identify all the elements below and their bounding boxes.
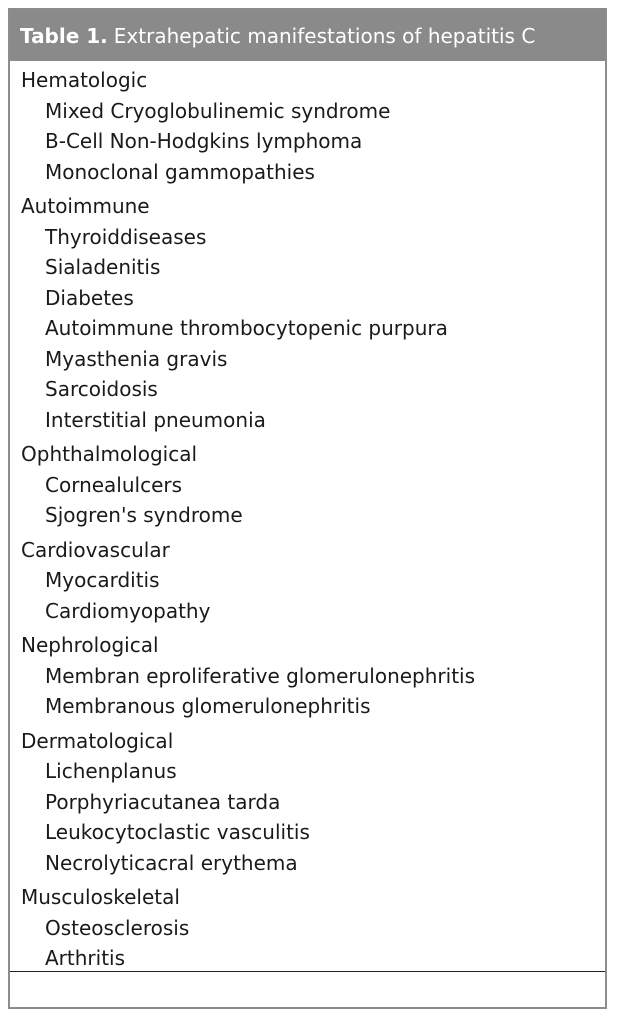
category-group — [10, 726, 605, 879]
manifestation-item: Thyroiddiseases — [45, 224, 207, 249]
table-title: Extrahepatic manifestations of hepatitis C — [113, 23, 536, 48]
category-group — [10, 191, 605, 435]
manifestation-item: Necrolyticacral erythema — [45, 850, 298, 875]
category-heading: Hematologic — [21, 68, 148, 92]
category-group — [10, 882, 605, 974]
category-heading: Dermatological — [21, 728, 174, 753]
manifestation-item: Lichenplanus — [45, 759, 177, 783]
manifestation-item: Myasthenia gravis — [45, 346, 228, 371]
category-group — [10, 630, 605, 722]
manifestation-item: Membranous glomerulonephritis — [45, 694, 371, 718]
table-header — [10, 10, 605, 61]
manifestation-item: Sialadenitis — [45, 255, 161, 279]
manifestation-item: Sjogren's syndrome — [45, 503, 243, 527]
manifestation-item: Leukocytoclastic vasculitis — [45, 820, 310, 844]
manifestation-item: Osteosclerosis — [45, 915, 190, 940]
category-group — [10, 535, 605, 627]
category-heading: Autoimmune — [21, 194, 150, 218]
manifestation-item: Monoclonal gammopathies — [45, 159, 315, 184]
manifestation-item: Interstitial pneumonia — [45, 407, 266, 432]
manifestation-item: Mixed Cryoglobulinemic syndrome — [45, 98, 391, 123]
category-heading: Musculoskeletal — [21, 885, 180, 909]
category-heading: Cardiovascular — [21, 537, 170, 562]
manifestation-item: Cardiomyopathy — [45, 598, 211, 623]
category-group — [10, 65, 605, 187]
manifestation-item: Membran eproliferative glomerulonephritis — [45, 663, 476, 688]
manifestation-item: Diabetes — [45, 285, 134, 310]
table-container — [8, 8, 607, 1009]
manifestation-item: Myocarditis — [45, 568, 160, 592]
manifestation-item: Arthritis — [45, 946, 126, 970]
category-heading: Ophthalmological — [21, 442, 198, 466]
table-body — [10, 61, 605, 974]
manifestation-item: Autoimmune thrombocytopenic purpura — [45, 316, 448, 340]
category-group — [10, 439, 605, 531]
table-bottom-rule — [10, 971, 605, 972]
manifestation-item: Porphyriacutanea tarda — [45, 789, 281, 814]
manifestation-item: Sarcoidosis — [45, 377, 158, 401]
table-label: Table 1. — [20, 23, 108, 48]
category-heading: Nephrological — [21, 633, 159, 657]
manifestation-item: Cornealulcers — [45, 472, 183, 497]
manifestation-item: B-Cell Non-Hodgkins lymphoma — [45, 129, 363, 153]
